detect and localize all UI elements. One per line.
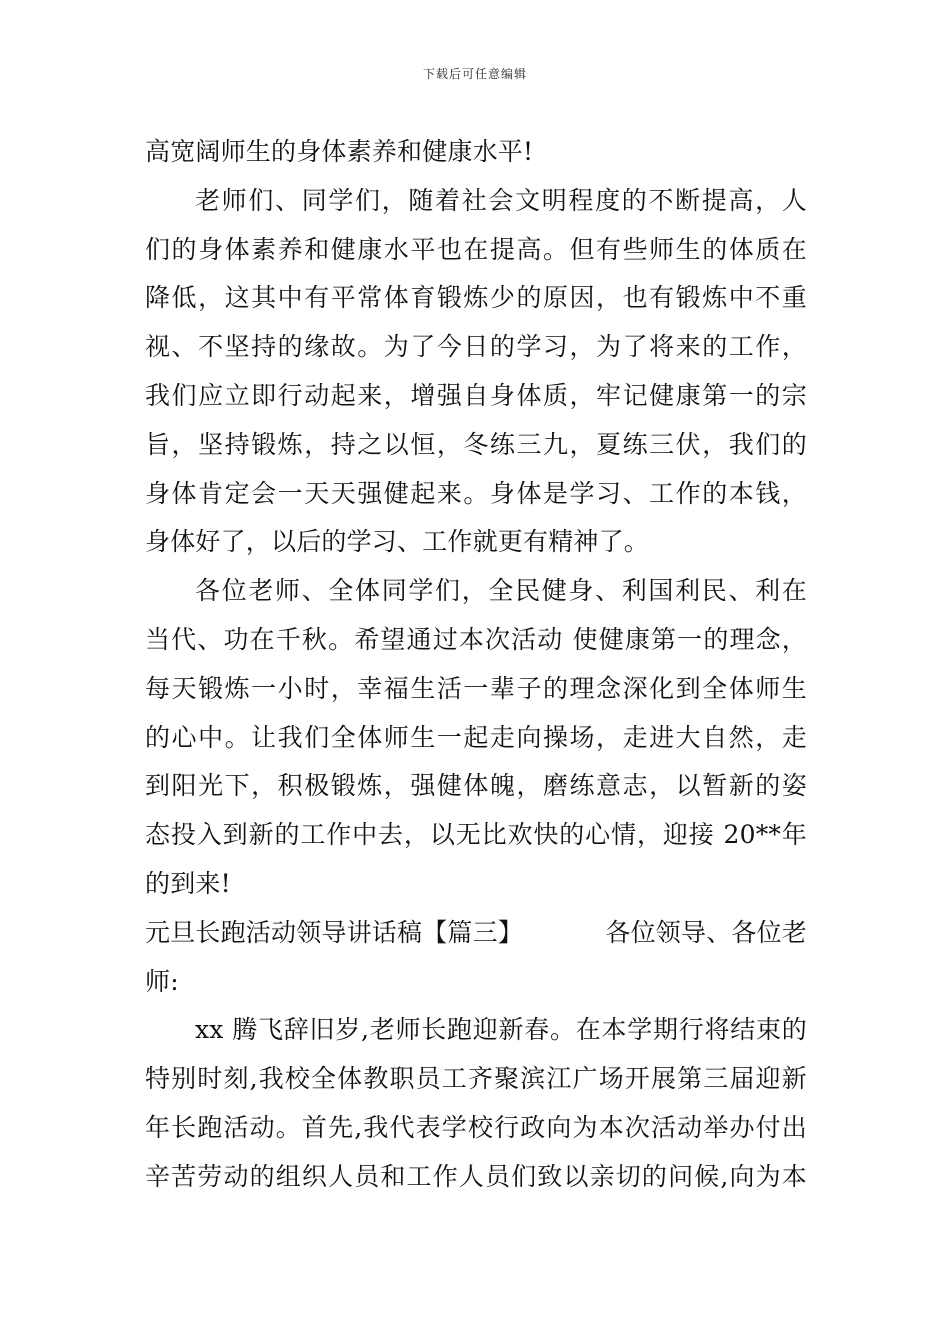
text-line: 特别时刻,我校全体教职员工齐聚滨江广场开展第三届迎新 <box>145 1064 807 1094</box>
text-line: 辛苦劳动的组织人员和工作人员们致以亲切的问候,向为本 <box>145 1161 807 1191</box>
text-line: 到阳光下，积极锻炼，强健体魄，磨练意志，以暂新的姿 <box>145 771 807 801</box>
text-line: 身体肯定会一天天强健起来。身体是学习、工作的本钱， <box>145 478 807 508</box>
text-line: 当代、功在千秋。希望通过本次活动 使健康第一的理念， <box>145 624 807 654</box>
text-line: 师: <box>145 966 179 996</box>
paragraph-first-line: 老师们、同学们，随着社会文明程度的不断提高，人 <box>195 185 807 215</box>
text-line: 的到来! <box>145 868 231 898</box>
section-title: 元旦长跑活动领导讲话稿【篇三】 <box>145 917 524 947</box>
paragraph-first-line: xx 腾飞辞旧岁,老师长跑迎新春。在本学期行将结束的 <box>195 1015 807 1045</box>
text-line: 降低，这其中有平常体育锻炼少的原因，也有锻炼中不重 <box>145 283 807 313</box>
text-line: 视、不坚持的缘故。为了今日的学习，为了将来的工作， <box>145 332 807 362</box>
text-line: 身体好了，以后的学习、工作就更有精神了。 <box>145 527 650 557</box>
text-line: 我们应立即行动起来，增强自身体质，牢记健康第一的宗 <box>145 380 807 410</box>
text-line: 高宽阔师生的身体素养和健康水平! <box>145 137 534 166</box>
header-note: 下载后可任意编辑 <box>422 67 527 81</box>
text-line: 年长跑活动。首先,我代表学校行政向为本次活动举办付出 <box>145 1112 807 1142</box>
paragraph-first-line: 各位老师、全体同学们，全民健身、利国利民、利在 <box>195 576 807 606</box>
text-line: 旨，坚持锻炼，持之以恒，冬练三九，夏练三伏，我们的 <box>145 429 807 459</box>
section-title-row <box>145 909 807 958</box>
text-line: 态投入到新的工作中去，以无比欢快的心情，迎接 20**年 <box>145 820 807 850</box>
text-line: 每天锻炼一小时，幸福生活一辈子的理念深化到全体师生 <box>145 673 807 703</box>
text-line: 们的身体素养和健康水平也在提高。但有些师生的体质在 <box>145 234 807 264</box>
document-body <box>145 128 807 1202</box>
text-line: 的心中。让我们全体师生一起走向操场，走进大自然，走 <box>145 722 807 752</box>
salutation: 各位领导、各位老 <box>605 917 807 947</box>
